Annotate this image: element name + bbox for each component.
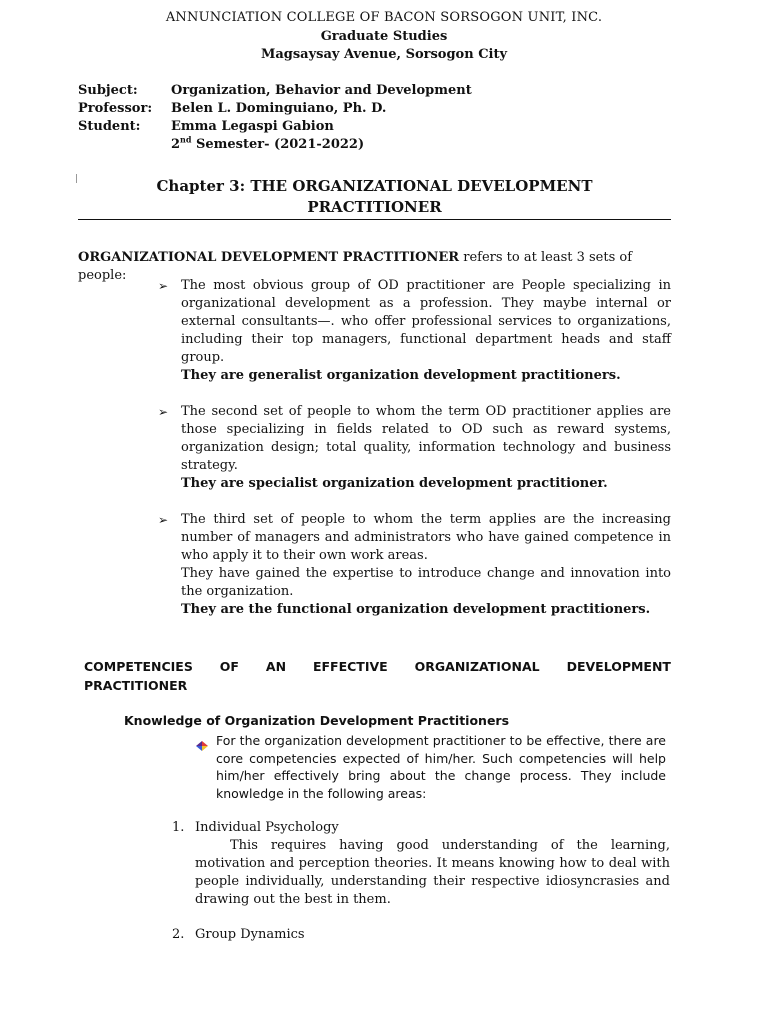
knowledge-heading: Knowledge of Organization Development Practitioners — [124, 713, 510, 728]
subject-value: Organization, Behavior and Development — [171, 83, 472, 98]
list-item-text: The second set of people to whom the term OD practitioner applies are those specializing in fields related to OD such as reward systems, organization design; total quality, information technology and business strategy. — [181, 404, 671, 473]
area-description: This requires having good understanding of the learning, motivation and perception theories. It means knowing how to deal with people individually, understanding their respective idiosyncrasies and drawing out the best in them. — [195, 838, 670, 907]
college-address: Magsaysay Avenue, Sorsogon City — [260, 47, 508, 62]
area-item — [172, 819, 339, 837]
chapter-title-line2: PRACTITIONER — [307, 198, 442, 216]
course-info — [78, 82, 472, 154]
margin-mark — [76, 174, 77, 183]
heading-word: DEVELOPMENT — [566, 659, 671, 674]
area-item — [172, 926, 305, 944]
semester — [78, 136, 472, 154]
heading-word: AN — [265, 659, 287, 674]
heading-word: EFFECTIVE — [312, 659, 388, 674]
intro-term: ORGANIZATIONAL DEVELOPMENT PRACTITIONER — [78, 250, 460, 265]
practitioner-list — [158, 277, 671, 637]
chapter-title — [78, 176, 671, 218]
list-item-extra: They have gained the expertise to introduce change and innovation into the organization. — [181, 566, 671, 599]
list-item-summary: They are specialist organization development practitioner. — [181, 476, 608, 491]
student-value: Emma Legaspi Gabion — [171, 119, 334, 134]
heading-word: ORGANIZATIONAL — [414, 659, 540, 674]
competencies-heading — [84, 657, 671, 695]
heading-word: OF — [219, 659, 239, 674]
professor-row — [78, 100, 472, 118]
chapter-prefix: Chapter 3: — [156, 177, 251, 195]
diamond-bullet-icon — [196, 732, 216, 802]
student-label: Student: — [78, 119, 141, 134]
list-item — [158, 277, 671, 385]
title-divider — [78, 219, 671, 220]
subject-row — [78, 82, 472, 100]
heading-line2: PRACTITIONER — [84, 678, 188, 693]
list-item-text: The third set of people to whom the term applies are the increasing number of managers and administrators who have gained competence in who apply it to their own work areas. — [181, 512, 671, 563]
student-row — [78, 118, 472, 136]
professor-label: Professor: — [78, 101, 153, 116]
area-number: 1. — [172, 820, 185, 835]
list-item-text: The most obvious group of OD practitioner are People specializing in organizational development as a profession. They maybe internal or external consultants—. who offer professional services to organizations, including their top managers, functional department heads and staff group. — [181, 278, 671, 365]
knowledge-text: For the organization development practitioner to be effective, there are core competencies expected of him/her. Such competencies will help him/her effectively bring about the change process. They include knowledge in the following areas: — [216, 733, 666, 801]
semester-text: Semester- (2021-2022) — [191, 137, 365, 152]
intro-rest: refers to at least 3 sets of people: — [78, 250, 633, 283]
arrow-bullet-icon: ➢ — [158, 405, 169, 419]
list-item — [158, 403, 671, 493]
area-number: 2. — [172, 927, 185, 942]
semester-suffix: nd — [180, 134, 192, 145]
subject-label: Subject: — [78, 83, 138, 98]
college-name: ANNUNCIATION COLLEGE OF BACON SORSOGON UNIT, INC. — [165, 10, 603, 25]
arrow-bullet-icon: ➢ — [158, 279, 169, 293]
chapter-title-line1: THE ORGANIZATIONAL DEVELOPMENT — [250, 177, 593, 195]
list-item-summary: They are generalist organization development practitioners. — [181, 368, 621, 383]
professor-value: Belen L. Dominguiano, Ph. D. — [171, 101, 387, 116]
list-item-summary: They are the functional organization development practitioners. — [181, 602, 651, 617]
area-title: Individual Psychology — [195, 820, 339, 835]
department-name: Graduate Studies — [320, 29, 448, 44]
list-item — [158, 511, 671, 619]
heading-word: COMPETENCIES — [84, 659, 193, 674]
knowledge-item — [196, 732, 666, 802]
area-title: Group Dynamics — [195, 927, 305, 942]
arrow-bullet-icon: ➢ — [158, 513, 169, 527]
semester-number: 2 — [171, 137, 181, 152]
